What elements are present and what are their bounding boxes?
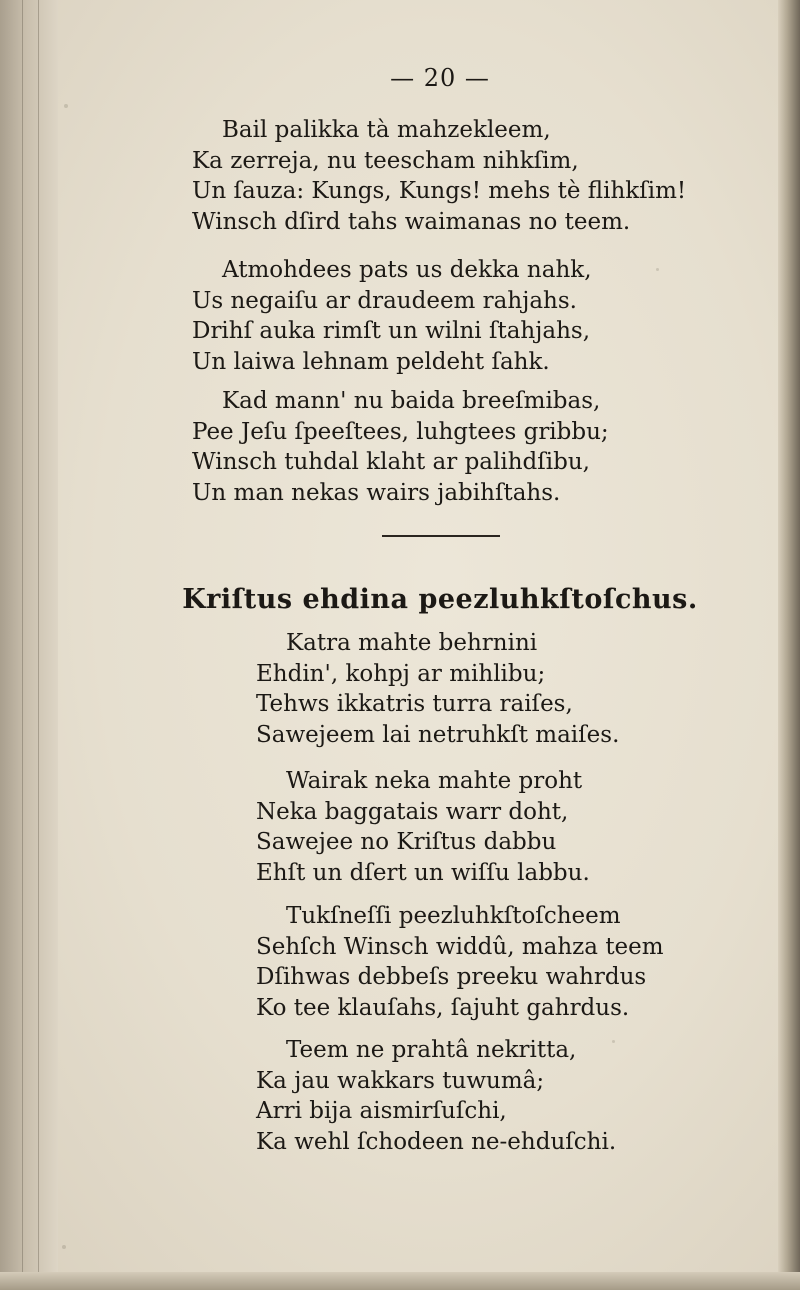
verse-line: Sawejeem lai netruhkſt maiſes. [256, 721, 620, 748]
verse-line: Katra mahte behrnini [286, 630, 538, 656]
verse-line: Bail palikka tà mahzekleem, [222, 117, 551, 143]
verse-line: Winsch dſird tahs waimanas no teem. [192, 208, 631, 235]
stanza-7 [256, 1035, 616, 1157]
gutter-line [38, 0, 39, 1290]
verse-line: Ehdin', kohpj ar mihlibu; [256, 660, 546, 687]
verse-line: Us negaiſu ar draudeem rahjahs. [192, 287, 577, 314]
verse-line: Tukſneſſi peezluhkſtoſcheem [286, 903, 621, 929]
verse-line: Kad mann' nu baida breeſmibas, [222, 388, 601, 414]
verse-line: Drihſ auka rimſt un wilni ſtahjahs, [192, 318, 591, 344]
verse-line: Winsch tuhdal klaht ar palihdſibu, [192, 449, 590, 475]
verse-line: Neka baggatais warr doht, [256, 798, 569, 825]
verse-line: Un laiwa lehnam peldeht ſahk. [192, 348, 550, 375]
page-edge-bottom [0, 1272, 800, 1290]
stanza-3 [192, 386, 609, 508]
verse-line: Pee Jeſu ſpeeſtees, luhgtees gribbu; [192, 418, 609, 445]
paper-spot [62, 1245, 66, 1249]
stanza-4 [256, 628, 619, 750]
verse-line: Ko tee klauſahs, ſajuht gahrdus. [256, 994, 630, 1021]
paper-spot [64, 104, 68, 108]
verse-line: Ka zerreja, nu teescham nihkſim, [192, 147, 579, 174]
stanza-6 [256, 901, 664, 1023]
stanza-2 [192, 255, 592, 377]
stanza-1 [192, 115, 686, 237]
paper-spot [656, 268, 659, 271]
verse-line: Tehws ikkatris turra raiſes, [256, 691, 573, 717]
verse-line: Un ſauza: Kungs, Kungs! mehs tè flihkſim! [192, 178, 687, 204]
verse-line: Dſihwas debbeſs preeku wahrdus [256, 964, 647, 990]
section-divider [382, 535, 500, 537]
verse-line: Un man nekas wairs jabihſtahs. [192, 479, 561, 506]
verse-line: Teem ne prahtâ nekritta, [286, 1037, 577, 1063]
verse-line: Ka jau wakkars tuwumâ; [256, 1067, 545, 1094]
verse-line: Arri bija aismirſuſchi, [256, 1098, 507, 1124]
verse-line: Ka wehl ſchodeen ne-ehduſchi. [256, 1128, 617, 1155]
verse-line: Ehſt un dſert un wiſſu labbu. [256, 859, 590, 886]
page-edge-right [778, 0, 800, 1290]
stanza-5 [256, 766, 590, 888]
page-gutter [0, 0, 58, 1290]
verse-line: Atmohdees pats us dekka nahk, [222, 257, 592, 283]
gutter-line [22, 0, 23, 1290]
poem-title: Kriſtus ehdina peezluhkſtoſchus. [182, 584, 698, 615]
page-number: — 20 — [390, 64, 490, 92]
verse-line: Wairak neka mahte proht [286, 768, 583, 794]
verse-line: Sehſch Winsch widdû, mahza teem [256, 933, 664, 960]
verse-line: Sawejee no Kriſtus dabbu [256, 829, 557, 855]
